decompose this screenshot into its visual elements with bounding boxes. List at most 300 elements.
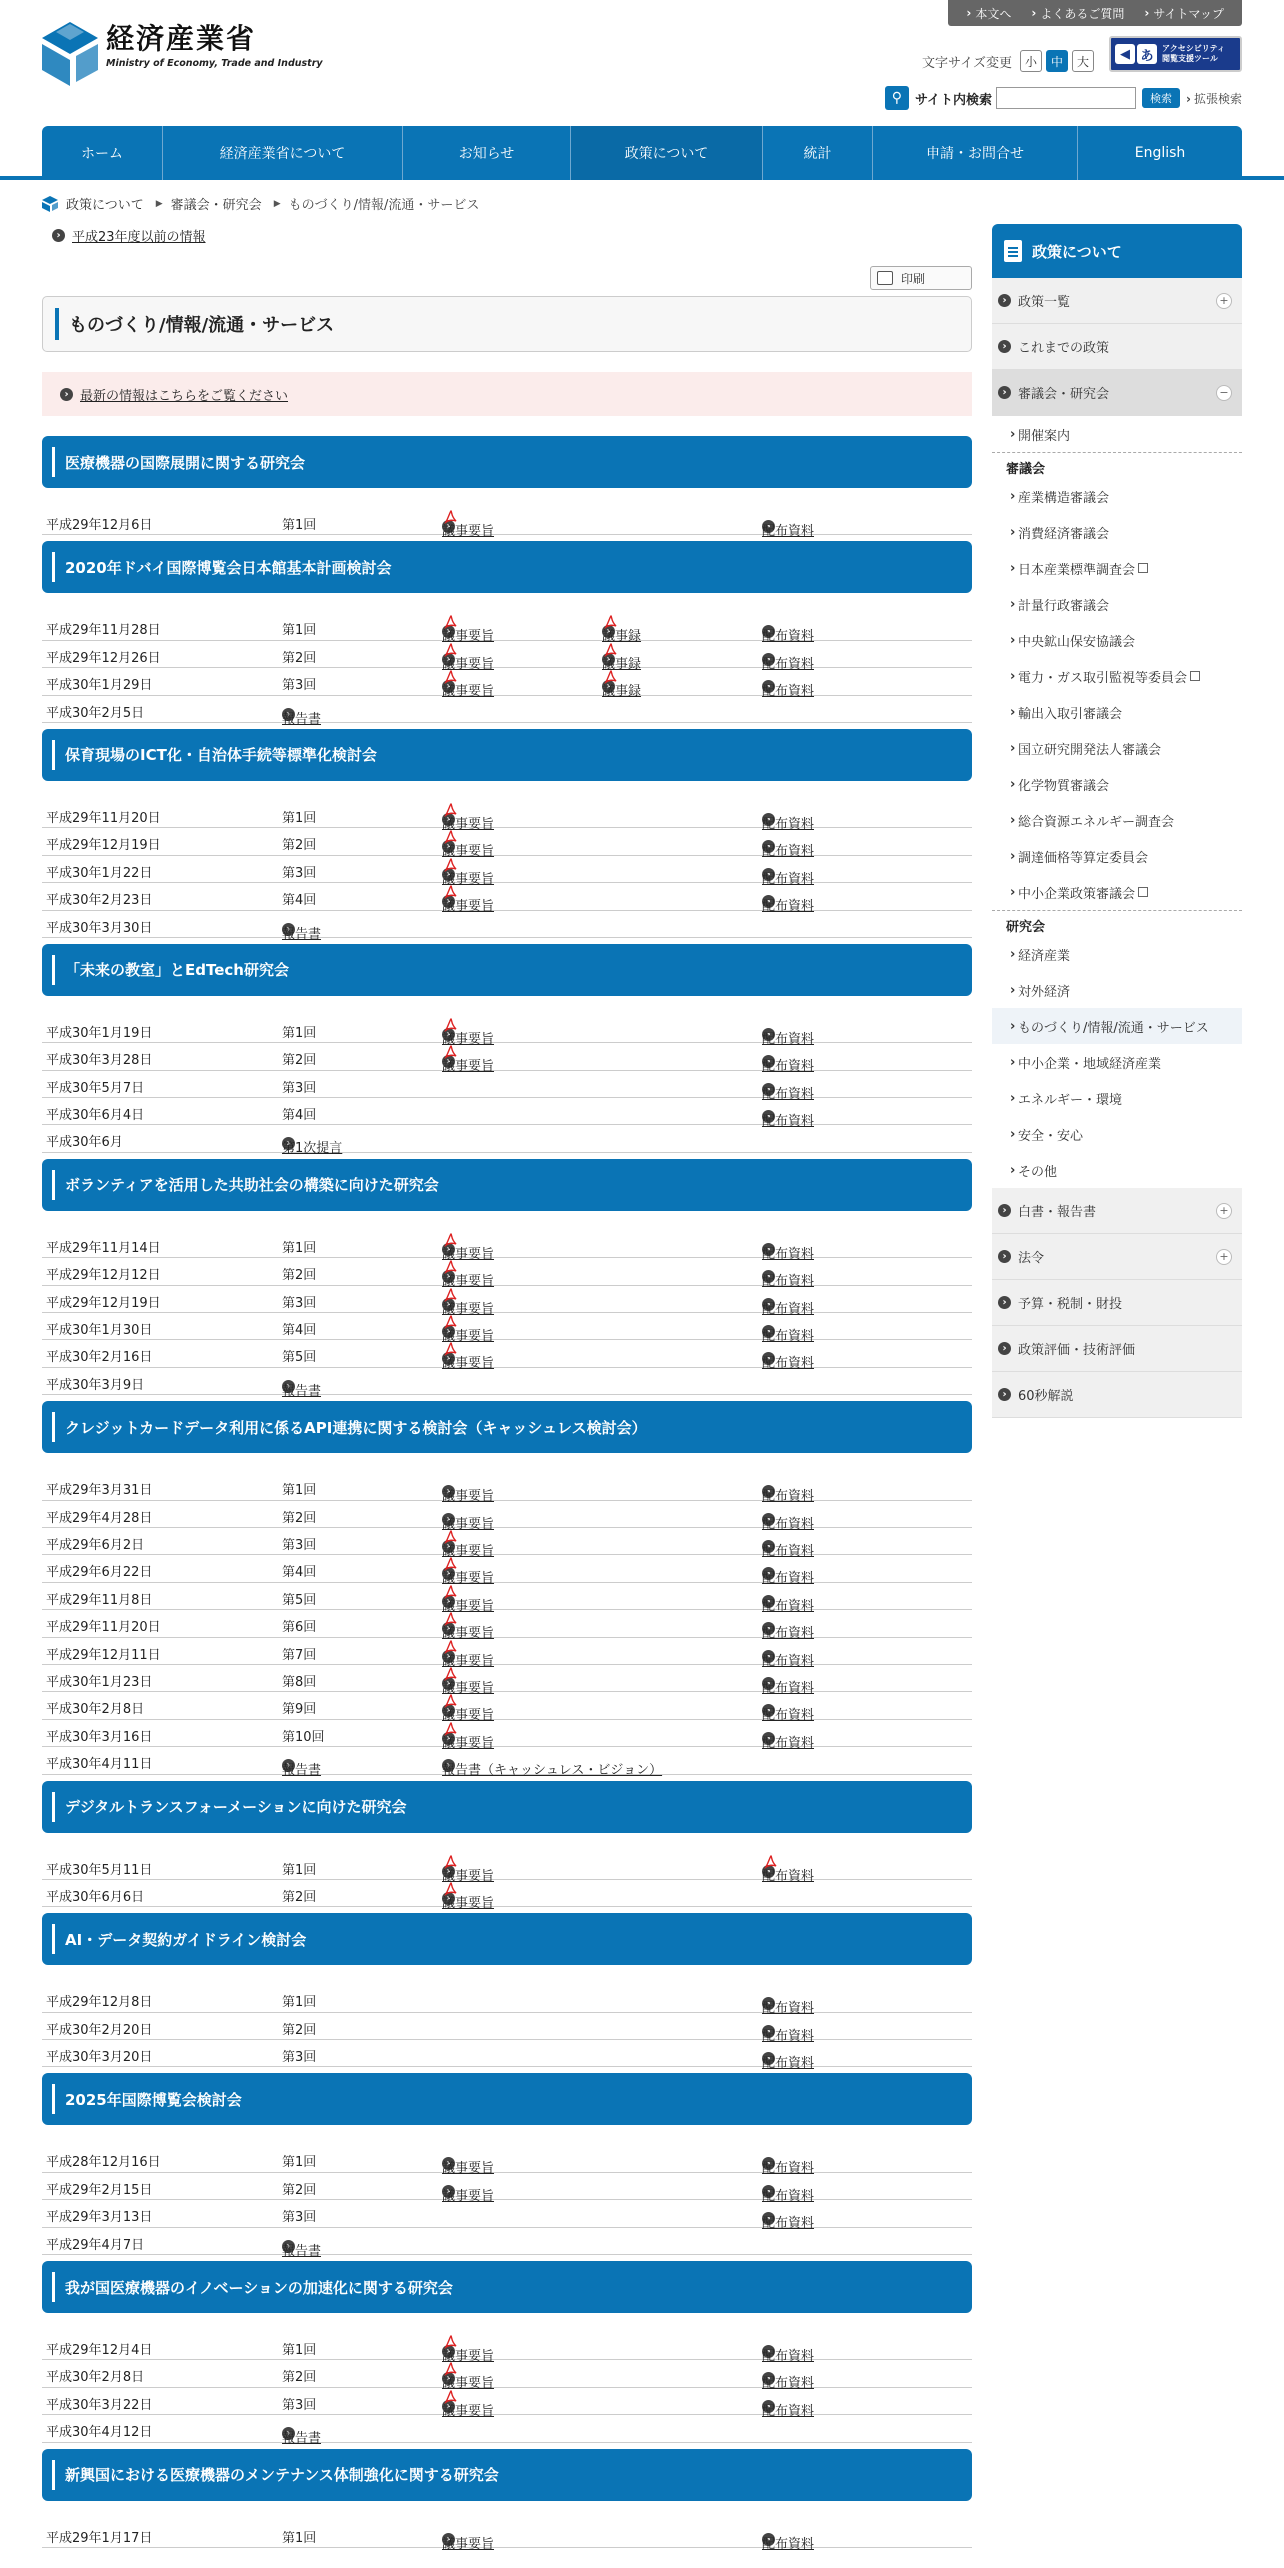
minutes-link[interactable]: 議事要旨 bbox=[442, 1708, 495, 1724]
materials-link[interactable]: 配布資料 bbox=[762, 1708, 815, 1724]
latest-info-link[interactable]: 最新の情報はこちらをご覧ください bbox=[80, 388, 289, 404]
sidebar-item-council-label: › 総合資源エネルギー調査会 bbox=[1018, 814, 1175, 830]
meeting-date: 平成30年3月30日 bbox=[46, 920, 153, 936]
materials-link[interactable]: 配布資料 bbox=[762, 2349, 815, 2365]
skip-to-content-link[interactable]: › 本文へ bbox=[966, 5, 1011, 22]
materials-link[interactable]: 配布資料 bbox=[762, 1653, 815, 1669]
pdf-icon bbox=[444, 1557, 458, 1571]
table-row bbox=[42, 1071, 972, 1102]
pdf-icon bbox=[444, 885, 458, 899]
font-size-medium-button[interactable]: 中 bbox=[1046, 50, 1068, 72]
minutes-link[interactable]: 議事要旨 bbox=[442, 1626, 495, 1642]
minutes-link[interactable]: 議事要旨 bbox=[442, 2349, 495, 2365]
sidebar-menu-item[interactable] bbox=[992, 278, 1242, 324]
sidebar-item-study-group[interactable] bbox=[992, 1152, 1242, 1188]
meeting-number: 第2回 bbox=[282, 650, 317, 666]
materials-link[interactable]: 配布資料 bbox=[762, 524, 815, 539]
table-row bbox=[42, 1747, 972, 1779]
materials-link[interactable]: 配布資料 bbox=[762, 1680, 815, 1696]
arrow-circle-icon bbox=[52, 229, 65, 242]
table-row bbox=[42, 883, 972, 915]
meeting-number: 第1回 bbox=[282, 2530, 317, 2546]
pdf-icon bbox=[604, 670, 618, 684]
advanced-search-link[interactable]: › 拡張検索 bbox=[1186, 90, 1242, 107]
pdf-icon bbox=[444, 1694, 458, 1708]
sidebar-header[interactable] bbox=[992, 224, 1242, 278]
report-link[interactable]: 報告書 bbox=[282, 1763, 322, 1779]
font-size-large-button[interactable]: 大 bbox=[1072, 50, 1094, 72]
arrow-circle-icon bbox=[998, 1388, 1011, 1401]
report-link[interactable]: 報告書 bbox=[282, 711, 322, 727]
sidebar-item-study-group[interactable] bbox=[992, 1116, 1242, 1152]
breadcrumb-current: ものづくり/情報/流通・サービス bbox=[288, 198, 480, 213]
printer-icon bbox=[877, 271, 893, 285]
table-row bbox=[42, 1610, 972, 1642]
meeting-section bbox=[42, 944, 972, 1157]
sidebar-item-council[interactable] bbox=[992, 874, 1242, 910]
table-row bbox=[42, 2388, 972, 2419]
materials-link[interactable]: 配布資料 bbox=[762, 2376, 815, 2392]
minutes-link[interactable]: 報告書（キャッシュレス・ビジョン） bbox=[442, 1763, 663, 1779]
meeting-date: 平成29年11月8日 bbox=[46, 1592, 153, 1608]
section-title: デジタルトランスフォーメーションに向けた研究会 bbox=[65, 1798, 407, 1816]
minutes-link[interactable]: 議事要旨 bbox=[442, 1735, 495, 1751]
nav-item[interactable]: 経済産業省について bbox=[163, 126, 403, 180]
meeting-number: 第10回 bbox=[282, 1729, 325, 1745]
sidebar-item-council[interactable] bbox=[992, 694, 1242, 730]
sidebar-item-study-group-label: › 経済産業 bbox=[1018, 948, 1071, 964]
meeting-section bbox=[42, 729, 972, 942]
section-heading bbox=[42, 729, 972, 781]
meeting-number: 第3回 bbox=[282, 1080, 317, 1096]
sidebar-submenu bbox=[992, 416, 1242, 1188]
meeting-number: 第3回 bbox=[282, 678, 317, 694]
font-size-small-button[interactable]: 小 bbox=[1020, 50, 1042, 72]
minutes-link[interactable]: 議事要旨 bbox=[442, 899, 495, 915]
meeting-number: 第3回 bbox=[282, 1537, 317, 1553]
sidebar-item-study-group[interactable] bbox=[992, 972, 1242, 1008]
table-row bbox=[42, 2333, 972, 2365]
nav-item[interactable]: English bbox=[1134, 145, 1186, 161]
table-row bbox=[42, 696, 972, 727]
materials-link[interactable]: 配布資料 bbox=[762, 1246, 815, 1262]
materials-link[interactable]: 配布資料 bbox=[762, 656, 815, 672]
nav-item[interactable]: ホーム bbox=[42, 126, 163, 180]
meeting-number: 第5回 bbox=[282, 1350, 317, 1366]
section-title: 2025年国際博覧会検討会 bbox=[65, 2090, 242, 2109]
meeting-date: 平成30年6月 bbox=[46, 1135, 123, 1151]
meeting-number: 第2回 bbox=[282, 2182, 317, 2198]
meeting-date: 平成30年2月23日 bbox=[46, 893, 153, 909]
minutes-link[interactable]: 議事要旨 bbox=[442, 656, 495, 672]
materials-link[interactable]: 配布資料 bbox=[762, 1086, 815, 1102]
minutes-link[interactable]: 議事要旨 bbox=[442, 816, 495, 832]
a11y-line1: アクセシビリティ bbox=[1162, 44, 1225, 53]
pdf-icon bbox=[444, 1018, 458, 1032]
sidebar-item-council-label: › 中央鉱山保安協議会 bbox=[1018, 634, 1136, 650]
sidebar-item-council[interactable] bbox=[992, 766, 1242, 802]
materials-link[interactable]: 配布資料 bbox=[762, 1868, 815, 1884]
meeting-number: 第1回 bbox=[282, 1995, 317, 2011]
meeting-date: 平成29年4月7日 bbox=[46, 2237, 145, 2253]
sidebar-menu-label: 政策一覧 bbox=[1018, 295, 1071, 310]
minutes-link[interactable]: 議事要旨 bbox=[442, 1653, 495, 1669]
table-row bbox=[42, 2521, 972, 2552]
sidebar-item-council-label: › 消費経済審議会 bbox=[1018, 526, 1110, 542]
page-title-box bbox=[42, 296, 972, 352]
materials-link[interactable]: 配布資料 bbox=[762, 1598, 815, 1614]
sidebar-menu-item[interactable] bbox=[992, 1372, 1242, 1418]
meeting-date: 平成30年3月9日 bbox=[46, 1377, 145, 1393]
materials-link[interactable]: 配布資料 bbox=[762, 2403, 815, 2419]
minutes-link[interactable]: 議事要旨 bbox=[442, 1274, 495, 1290]
sidebar-menu-item[interactable] bbox=[992, 1234, 1242, 1280]
minutes-link[interactable]: 議事要旨 bbox=[442, 871, 495, 887]
materials-link[interactable]: 配布資料 bbox=[762, 1735, 815, 1751]
meeting-date: 平成29年6月2日 bbox=[46, 1537, 145, 1553]
arrow-circle-icon bbox=[998, 294, 1011, 307]
meeting-date: 平成29年12月8日 bbox=[46, 1995, 153, 2011]
sidebar-item-schedule[interactable] bbox=[992, 416, 1242, 452]
minutes-link[interactable]: 議事要旨 bbox=[442, 1329, 495, 1345]
meeting-date: 平成29年11月20日 bbox=[46, 1620, 161, 1636]
sidebar-item-study-group[interactable] bbox=[992, 1080, 1242, 1116]
sidebar-menu-label: 政策評価・技術評価 bbox=[1018, 1343, 1136, 1358]
meeting-number: 第8回 bbox=[282, 1674, 317, 1690]
collapse-icon[interactable]: − bbox=[1216, 385, 1232, 401]
minutes-link[interactable]: 議事要旨 bbox=[442, 1543, 495, 1559]
breadcrumb-councils-link[interactable]: 審議会・研究会 bbox=[170, 198, 262, 213]
table-row bbox=[42, 613, 972, 645]
section-heading bbox=[42, 2449, 972, 2501]
pdf-icon bbox=[604, 615, 618, 629]
table-row bbox=[42, 1555, 972, 1587]
sidebar-menu-item[interactable] bbox=[992, 1280, 1242, 1326]
sidebar-item-study-group[interactable] bbox=[992, 1008, 1242, 1044]
sidebar-item-study-group[interactable] bbox=[992, 936, 1242, 972]
sidebar-item-council[interactable] bbox=[992, 730, 1242, 766]
section-heading bbox=[42, 436, 972, 488]
expand-icon[interactable]: + bbox=[1216, 293, 1232, 309]
minutes-link[interactable]: 議事要旨 bbox=[442, 2376, 495, 2392]
pdf-icon bbox=[444, 1612, 458, 1626]
meeting-date: 平成29年12月4日 bbox=[46, 2343, 153, 2359]
sidebar-item-council[interactable] bbox=[992, 514, 1242, 550]
minutes-link[interactable]: 議事要旨 bbox=[442, 1489, 495, 1505]
document-icon bbox=[1004, 240, 1022, 262]
site-logo[interactable] bbox=[42, 22, 323, 86]
external-link-icon bbox=[1190, 671, 1200, 681]
minutes-link[interactable]: 議事要旨 bbox=[442, 1301, 495, 1317]
meeting-number: 第2回 bbox=[282, 1510, 317, 1526]
nav-item[interactable]: 統計 bbox=[763, 126, 873, 180]
materials-link[interactable]: 配布資料 bbox=[762, 629, 815, 645]
meeting-number: 第3回 bbox=[282, 2397, 317, 2413]
breadcrumb-separator-icon: ▶ bbox=[273, 198, 281, 209]
meeting-date: 平成29年12月6日 bbox=[46, 518, 153, 533]
meeting-number: 第1回 bbox=[282, 623, 317, 639]
materials-link[interactable]: 配布資料 bbox=[762, 2188, 815, 2204]
prev-info-label[interactable]: 平成23年度以前の情報 bbox=[72, 230, 206, 245]
search-button[interactable]: 検索 bbox=[1142, 88, 1180, 108]
pdf-icon bbox=[444, 1640, 458, 1654]
minutes-link[interactable]: 議事要旨 bbox=[442, 684, 495, 700]
sidebar-menu-label: 法令 bbox=[1018, 1251, 1045, 1266]
meeting-date: 平成30年3月28日 bbox=[46, 1053, 153, 1069]
minutes-link[interactable]: 議事要旨 bbox=[442, 844, 495, 860]
sidebar-item-council[interactable] bbox=[992, 478, 1242, 514]
meeting-date: 平成30年3月20日 bbox=[46, 2050, 153, 2066]
minutes-link[interactable]: 議事要旨 bbox=[442, 1680, 495, 1696]
materials-link[interactable]: 配布資料 bbox=[762, 844, 815, 860]
section-title: 新興国における医療機器のメンテナンス体制強化に関する研究会 bbox=[65, 2466, 499, 2485]
meeting-date: 平成30年1月29日 bbox=[46, 678, 153, 694]
meeting-date: 平成30年2月8日 bbox=[46, 2370, 145, 2386]
section-title: 我が国医療機器のイノベーションの加速化に関する研究会 bbox=[65, 2278, 453, 2297]
pdf-icon bbox=[444, 1855, 458, 1869]
materials-link[interactable]: 配布資料 bbox=[762, 899, 815, 915]
table-row bbox=[42, 2173, 972, 2204]
table-row bbox=[42, 1231, 972, 1262]
sitemap-link[interactable]: › サイトマップ bbox=[1144, 5, 1224, 22]
sidebar-item-council[interactable] bbox=[992, 622, 1242, 658]
minutes-link[interactable]: 議事要旨 bbox=[442, 1895, 495, 1911]
sidebar-item-council[interactable] bbox=[992, 838, 1242, 874]
table-row bbox=[42, 1853, 972, 1884]
minutes-link[interactable]: 議事要旨 bbox=[442, 2188, 495, 2204]
meeting-number: 第2回 bbox=[282, 2022, 317, 2038]
sidebar-menu-item[interactable] bbox=[992, 370, 1242, 416]
meeting-date: 平成30年6月4日 bbox=[46, 1108, 145, 1124]
a11y-line2: 閲覧支援ツール bbox=[1162, 54, 1218, 63]
minutes-link[interactable]: 議事要旨 bbox=[442, 1059, 495, 1075]
minutes-link[interactable]: 議事要旨 bbox=[442, 1598, 495, 1614]
table-row bbox=[42, 1286, 972, 1317]
meeting-date: 平成29年4月28日 bbox=[46, 1510, 153, 1526]
minutes-link[interactable]: 議事要旨 bbox=[442, 1571, 495, 1587]
meeting-date: 平成29年11月28日 bbox=[46, 623, 161, 639]
pdf-icon bbox=[444, 1315, 458, 1329]
sidebar-category: 審議会 bbox=[992, 452, 1242, 478]
sidebar-item-study-group-label: › その他 bbox=[1018, 1164, 1058, 1180]
report-link[interactable]: 報告書 bbox=[282, 2431, 322, 2447]
logo-title: 経済産業省 bbox=[106, 22, 257, 55]
meeting-number: 第1回 bbox=[282, 1862, 317, 1878]
minutes-link[interactable]: 議事要旨 bbox=[442, 524, 495, 539]
meeting-number: 第2回 bbox=[282, 1889, 317, 1905]
section-title: AI・データ契約ガイドライン検討会 bbox=[65, 1930, 307, 1949]
sidebar-menu-item[interactable] bbox=[992, 1326, 1242, 1372]
pdf-icon bbox=[444, 830, 458, 844]
materials-link[interactable]: 配布資料 bbox=[762, 1031, 815, 1047]
report-link[interactable]: 報告書 bbox=[282, 2243, 322, 2259]
meeting-date: 平成28年12月16日 bbox=[46, 2155, 161, 2171]
sidebar bbox=[992, 224, 1242, 1418]
minutes-link[interactable]: 議事要旨 bbox=[442, 1246, 495, 1262]
table-row bbox=[42, 1720, 972, 1751]
table-row bbox=[42, 1473, 972, 1505]
section-title: 2020年ドバイ国際博覧会日本館基本計画検討会 bbox=[65, 558, 392, 577]
materials-link[interactable]: 配布資料 bbox=[762, 1516, 815, 1532]
search-input[interactable] bbox=[996, 87, 1136, 109]
minutes-link[interactable]: 議事要旨 bbox=[442, 2161, 495, 2177]
section-heading bbox=[42, 1401, 972, 1453]
minutes-link[interactable]: 議事要旨 bbox=[442, 1868, 495, 1884]
pdf-icon bbox=[444, 1722, 458, 1736]
sidebar-menu-label: 白書・報告書 bbox=[1018, 1205, 1097, 1220]
sidebar-item-study-group-label: › 対外経済 bbox=[1018, 984, 1071, 1000]
sidebar-title: 政策について bbox=[1032, 242, 1122, 261]
meeting-date: 平成30年5月11日 bbox=[46, 1862, 153, 1878]
arrow-circle-icon bbox=[998, 1250, 1011, 1263]
table-row bbox=[42, 2040, 972, 2072]
table-row bbox=[42, 1638, 972, 1669]
meeting-number: 第6回 bbox=[282, 1620, 317, 1636]
meeting-number: 第4回 bbox=[282, 1323, 317, 1339]
materials-link[interactable]: 配布資料 bbox=[762, 2161, 815, 2177]
materials-link[interactable]: 配布資料 bbox=[762, 1329, 815, 1345]
meeting-number: 第1回 bbox=[282, 518, 317, 533]
nav-item[interactable]: 申請・お問合せ bbox=[873, 126, 1078, 180]
table-row bbox=[42, 2415, 972, 2447]
meeting-date: 平成30年4月12日 bbox=[46, 2425, 153, 2441]
pdf-icon bbox=[444, 803, 458, 817]
meeting-date: 平成30年3月16日 bbox=[46, 1729, 153, 1745]
sidebar-item-council[interactable] bbox=[992, 550, 1242, 586]
materials-link[interactable]: 配布資料 bbox=[762, 2056, 815, 2072]
sidebar-menu-item[interactable] bbox=[992, 324, 1242, 370]
breadcrumb-policy-link[interactable]: 政策について bbox=[66, 198, 144, 213]
transcript-link[interactable]: 議事録 bbox=[602, 629, 642, 645]
pdf-icon bbox=[444, 1233, 458, 1247]
materials-link[interactable]: 配布資料 bbox=[762, 1543, 815, 1559]
section-heading bbox=[42, 1781, 972, 1833]
table-row bbox=[42, 1016, 972, 1047]
materials-link[interactable]: 配布資料 bbox=[762, 871, 815, 887]
faq-link[interactable]: › よくあるご質問 bbox=[1031, 5, 1124, 22]
sidebar-category: 研究会 bbox=[992, 910, 1242, 936]
meetings-list bbox=[42, 436, 972, 2554]
pdf-icon bbox=[444, 2362, 458, 2376]
meeting-date: 平成30年1月30日 bbox=[46, 1323, 153, 1339]
pdf-icon bbox=[444, 1045, 458, 1059]
pdf-icon bbox=[444, 670, 458, 684]
home-logo-icon[interactable] bbox=[42, 196, 58, 212]
sidebar-item-council-label: › 国立研究開発法人審議会 bbox=[1018, 742, 1162, 758]
meeting-date: 平成30年1月22日 bbox=[46, 865, 153, 881]
sidebar-item-council[interactable] bbox=[992, 586, 1242, 622]
materials-link[interactable]: 配布資料 bbox=[762, 684, 815, 700]
site-search bbox=[885, 86, 1242, 110]
meeting-date: 平成30年6月6日 bbox=[46, 1889, 145, 1905]
expand-icon[interactable]: + bbox=[1216, 1203, 1232, 1219]
arrow-circle-icon bbox=[998, 386, 1011, 399]
table-row bbox=[42, 1501, 972, 1532]
sidebar-item-study-group[interactable] bbox=[992, 1044, 1242, 1080]
meeting-date: 平成30年1月23日 bbox=[46, 1674, 153, 1690]
report-link[interactable]: 報告書 bbox=[282, 926, 322, 942]
minutes-link[interactable]: 議事要旨 bbox=[442, 1356, 495, 1372]
materials-link[interactable]: 配布資料 bbox=[762, 2028, 815, 2044]
meeting-section bbox=[42, 2073, 972, 2259]
minutes-link[interactable]: 議事要旨 bbox=[442, 2536, 495, 2552]
section-heading bbox=[42, 2073, 972, 2125]
nav-item[interactable]: 政策について bbox=[571, 126, 763, 180]
section-title: クレジットカードデータ利用に係るAPI連携に関する検討会（キャッシュレス検討会） bbox=[65, 1418, 647, 1437]
report-link[interactable]: 第1次提言 bbox=[282, 1141, 343, 1157]
minutes-link[interactable]: 議事要旨 bbox=[442, 1516, 495, 1532]
meeting-number: 第9回 bbox=[282, 1702, 317, 1718]
table-row bbox=[42, 2145, 972, 2177]
arrow-circle-icon bbox=[998, 1296, 1011, 1309]
minutes-link[interactable]: 議事要旨 bbox=[442, 629, 495, 645]
nav-item[interactable]: お知らせ bbox=[403, 126, 571, 180]
table-row bbox=[42, 1985, 972, 2017]
materials-link[interactable]: 配布資料 bbox=[762, 2536, 815, 2552]
accessibility-tool-button[interactable] bbox=[1109, 36, 1242, 72]
meeting-date: 平成29年11月14日 bbox=[46, 1240, 161, 1256]
materials-link[interactable]: 配布資料 bbox=[762, 1059, 815, 1075]
section-heading bbox=[42, 944, 972, 996]
external-link-icon bbox=[1138, 887, 1148, 897]
table-row bbox=[42, 668, 972, 700]
meeting-date: 平成29年12月19日 bbox=[46, 1295, 161, 1311]
materials-link[interactable]: 配布資料 bbox=[762, 2216, 815, 2232]
page-title: ものづくり/情報/流通・サービス bbox=[69, 315, 335, 336]
meeting-date: 平成30年3月22日 bbox=[46, 2397, 153, 2413]
font-size-switcher bbox=[922, 50, 1094, 72]
arrow-circle-icon bbox=[998, 340, 1011, 353]
materials-link[interactable]: 配布資料 bbox=[762, 2001, 815, 2017]
materials-link[interactable]: 配布資料 bbox=[762, 816, 815, 832]
transcript-link[interactable]: 議事録 bbox=[602, 684, 642, 700]
table-row bbox=[42, 1368, 972, 1399]
sidebar-menu-item[interactable] bbox=[992, 1188, 1242, 1234]
sidebar-item-council[interactable] bbox=[992, 658, 1242, 694]
print-button[interactable] bbox=[870, 266, 972, 290]
table-row bbox=[42, 2013, 972, 2044]
materials-link[interactable]: 配布資料 bbox=[762, 1274, 815, 1290]
pdf-icon bbox=[444, 858, 458, 872]
meeting-date: 平成30年2月16日 bbox=[46, 1350, 153, 1366]
meeting-number: 第4回 bbox=[282, 1565, 317, 1581]
pdf-icon bbox=[444, 615, 458, 629]
meti-logo-icon bbox=[42, 22, 98, 86]
materials-link[interactable]: 配布資料 bbox=[762, 1489, 815, 1505]
pdf-icon bbox=[444, 1342, 458, 1356]
minutes-link[interactable]: 議事要旨 bbox=[442, 2403, 495, 2419]
materials-link[interactable]: 配布資料 bbox=[762, 1356, 815, 1372]
minutes-link[interactable]: 議事要旨 bbox=[442, 1031, 495, 1047]
arrow-circle-icon bbox=[998, 1342, 1011, 1355]
section-title: 「未来の教室」とEdTech研究会 bbox=[65, 961, 289, 980]
materials-link[interactable]: 配布資料 bbox=[762, 1626, 815, 1642]
expand-icon[interactable]: + bbox=[1216, 1249, 1232, 1265]
sidebar-item-council[interactable] bbox=[992, 802, 1242, 838]
speaker-icon: ◀ bbox=[1115, 44, 1135, 64]
pdf-icon bbox=[444, 1260, 458, 1274]
transcript-link[interactable]: 議事録 bbox=[602, 656, 642, 672]
materials-link[interactable]: 配布資料 bbox=[762, 1571, 815, 1587]
table-row bbox=[42, 2360, 972, 2392]
report-link[interactable]: 報告書 bbox=[282, 1383, 322, 1399]
materials-link[interactable]: 配布資料 bbox=[762, 1114, 815, 1130]
pdf-icon bbox=[444, 510, 458, 524]
materials-link[interactable]: 配布資料 bbox=[762, 1301, 815, 1317]
prev-info-link[interactable] bbox=[52, 226, 206, 245]
table-row bbox=[42, 508, 972, 539]
sidebar-item-study-group-label: › ものづくり/情報/流通・サービス bbox=[1018, 1020, 1209, 1036]
